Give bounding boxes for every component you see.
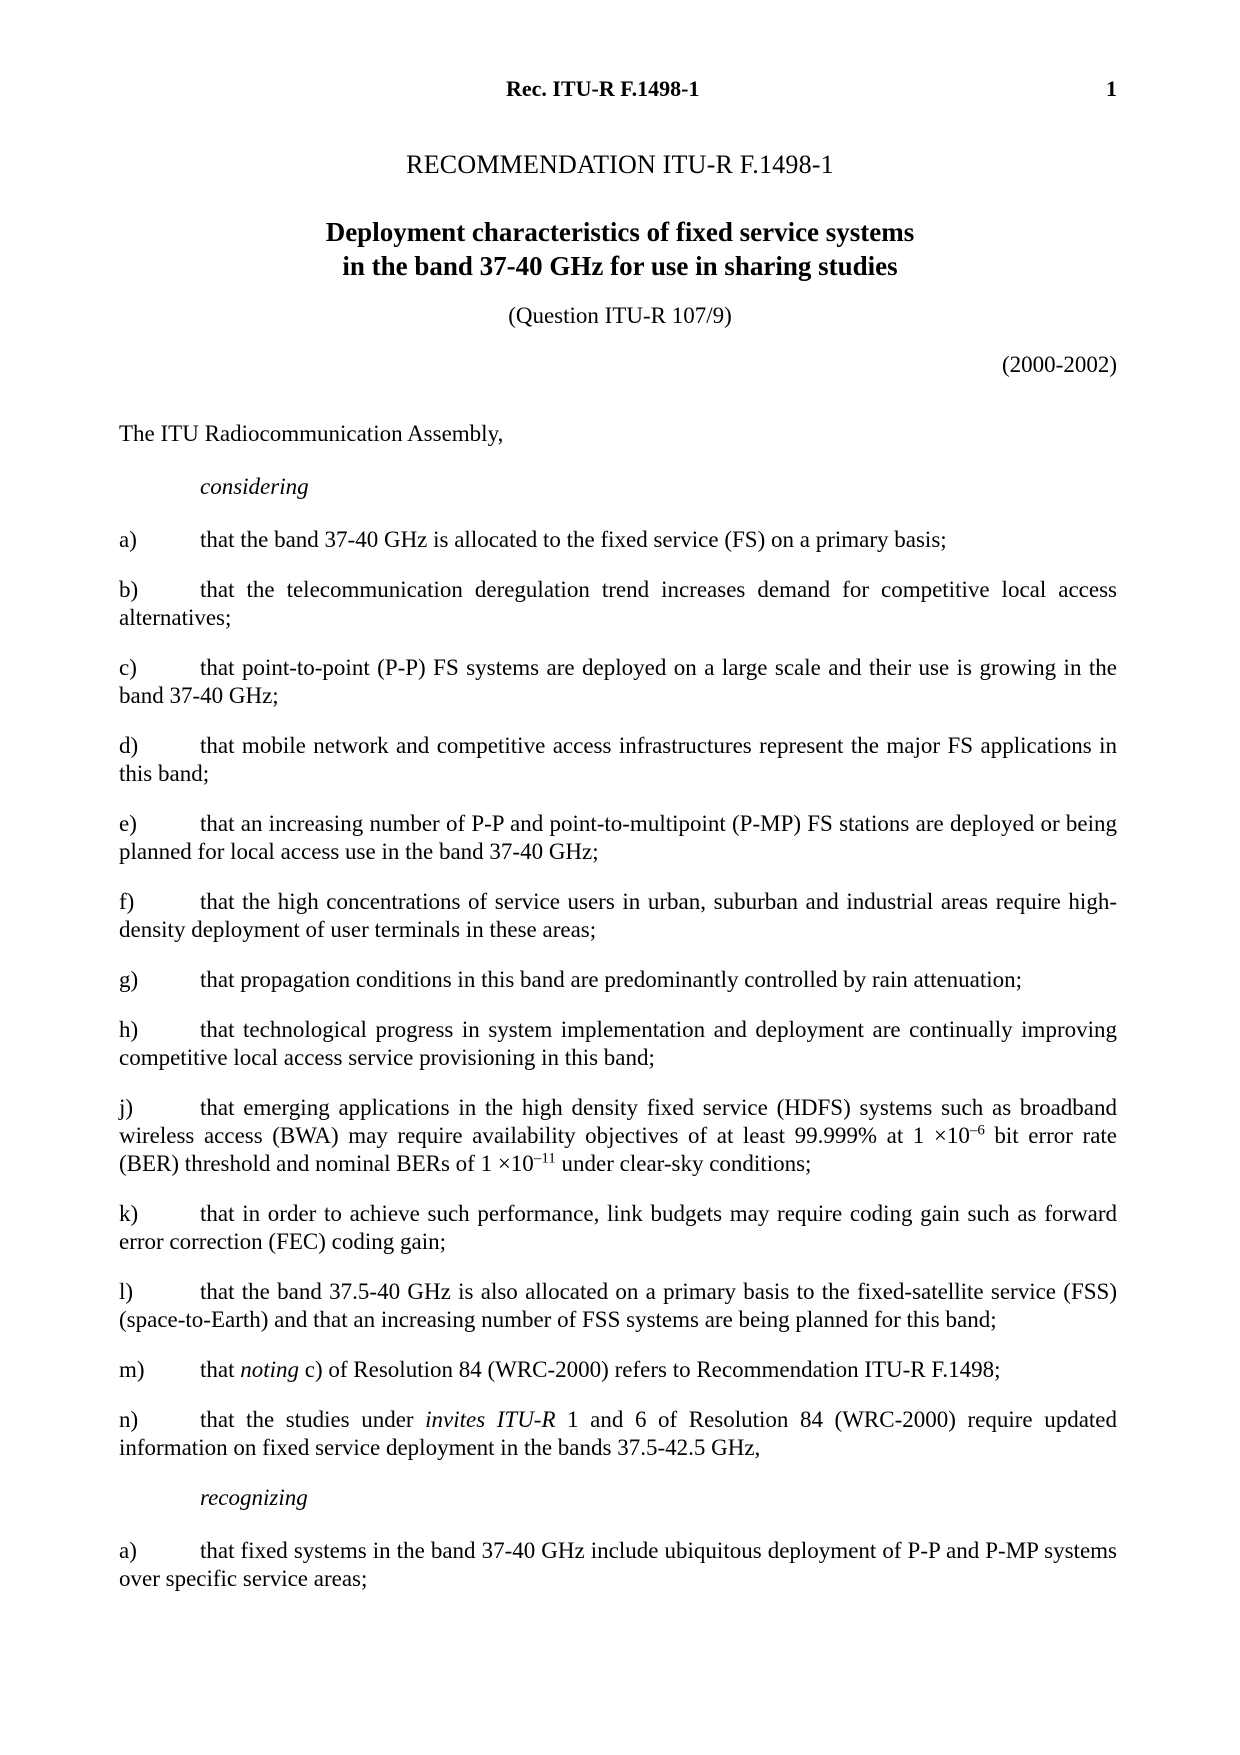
item-label: l): [119, 1279, 134, 1304]
document-title: [0, 215, 1240, 283]
considering-item-g: [119, 966, 1117, 994]
item-label: d): [119, 733, 139, 758]
title-line-2: in the band 37-40 GHz for use in sharing studies: [342, 251, 898, 281]
item-text: that in order to achieve such performance, link budgets may require coding gain such as forward error correction (FEC) coding gain;: [119, 1201, 1117, 1254]
considering-item-c: [119, 654, 1117, 710]
italic-reference: invites ITU-R: [425, 1407, 556, 1432]
item-text: that the band 37-40 GHz is allocated to the fixed service (FS) on a primary basis;: [200, 527, 947, 552]
item-label: n): [119, 1407, 139, 1432]
header-reference: Rec. ITU-R F.1498-1: [506, 76, 700, 101]
recommendation-title: RECOMMENDATION ITU-R F.1498-1: [406, 150, 834, 179]
assembly-line: The ITU Radiocommunication Assembly,: [119, 421, 504, 446]
recognizing-item-a: [119, 1537, 1117, 1593]
exponent: –11: [533, 1150, 556, 1167]
italic-reference: noting: [240, 1357, 300, 1382]
item-label: m): [119, 1357, 145, 1382]
item-text-part: under clear-sky conditions;: [555, 1151, 812, 1176]
item-text: that an increasing number of P-P and point-to-multipoint (P-MP) FS stations are deployed or being planned for local access use in the band 37-40 GHz;: [119, 811, 1117, 864]
item-text: that propagation conditions in this band are predominantly controlled by rain attenuation;: [200, 967, 1023, 992]
item-text: that point-to-point (P-P) FS systems are deployed on a large scale and their use is growing in the band 37-40 GHz;: [119, 655, 1117, 708]
considering-item-d: [119, 732, 1117, 788]
item-text: that the band 37.5-40 GHz is also allocated on a primary basis to the fixed-satellite service (FSS) (space-to-Earth) and that an increasing number of FSS systems are being planned for this band;: [119, 1279, 1117, 1332]
item-label: k): [119, 1201, 139, 1226]
exponent: –6: [969, 1122, 985, 1139]
considering-item-k: [119, 1200, 1117, 1256]
question-reference: (Question ITU-R 107/9): [508, 303, 732, 328]
considering-item-e: [119, 810, 1117, 866]
item-text-part: bit error rate (BER) threshold and nominal BERs of 1 ×10: [119, 1123, 1118, 1176]
item-text: that fixed systems in the band 37-40 GHz include ubiquitous deployment of P-P and P-MP systems over specific service areas;: [119, 1538, 1117, 1591]
item-text: that the telecommunication deregulation trend increases demand for competitive local access alternatives;: [119, 577, 1117, 630]
item-label: a): [119, 527, 137, 552]
item-text-part: 1 and 6 of Resolution 84 (WRC-2000) require updated information on fixed service deployment in the bands 37.5-42.5 GHz,: [119, 1407, 1118, 1460]
considering-item-h: [119, 1016, 1117, 1072]
item-label: b): [119, 577, 139, 602]
item-label: a): [119, 1538, 137, 1563]
item-label: c): [119, 655, 137, 680]
item-label: h): [119, 1017, 139, 1042]
considering-item-m: [119, 1356, 1117, 1384]
approval-dates: (2000-2002): [1002, 352, 1117, 377]
considering-item-a: [119, 526, 1117, 554]
considering-item-j: [119, 1094, 1117, 1178]
page-number: 1: [1106, 76, 1117, 101]
item-label: e): [119, 811, 137, 836]
item-label: j): [119, 1095, 134, 1120]
considering-item-l: [119, 1278, 1117, 1334]
item-label: f): [119, 889, 135, 914]
item-label: g): [119, 967, 139, 992]
item-text-part: that the studies under: [200, 1407, 426, 1432]
item-text-part: c) of Resolution 84 (WRC-2000) refers to Recommendation ITU-R F.1498;: [299, 1357, 1001, 1382]
recognizing-heading: recognizing: [200, 1485, 308, 1510]
document-body: [119, 420, 1117, 1615]
item-text-part: that: [200, 1357, 241, 1382]
item-text: that technological progress in system implementation and deployment are continually improving competitive local access service provisioning in this band;: [119, 1017, 1117, 1070]
item-text: that the high concentrations of service users in urban, suburban and industrial areas require high-density deployment of user terminals in these areas;: [119, 889, 1117, 942]
considering-heading: considering: [200, 474, 309, 499]
title-line-1: Deployment characteristics of fixed service systems: [325, 217, 915, 247]
considering-item-n: [119, 1406, 1117, 1462]
item-text-part: that emerging applications in the high density fixed service (HDFS) systems such as broadband wireless access (BWA) may require availability objectives of at least 99.999% at 1 ×10: [119, 1095, 1117, 1148]
considering-item-f: [119, 888, 1117, 944]
item-text: that mobile network and competitive access infrastructures represent the major FS applications in this band;: [119, 733, 1117, 786]
considering-item-b: [119, 576, 1117, 632]
